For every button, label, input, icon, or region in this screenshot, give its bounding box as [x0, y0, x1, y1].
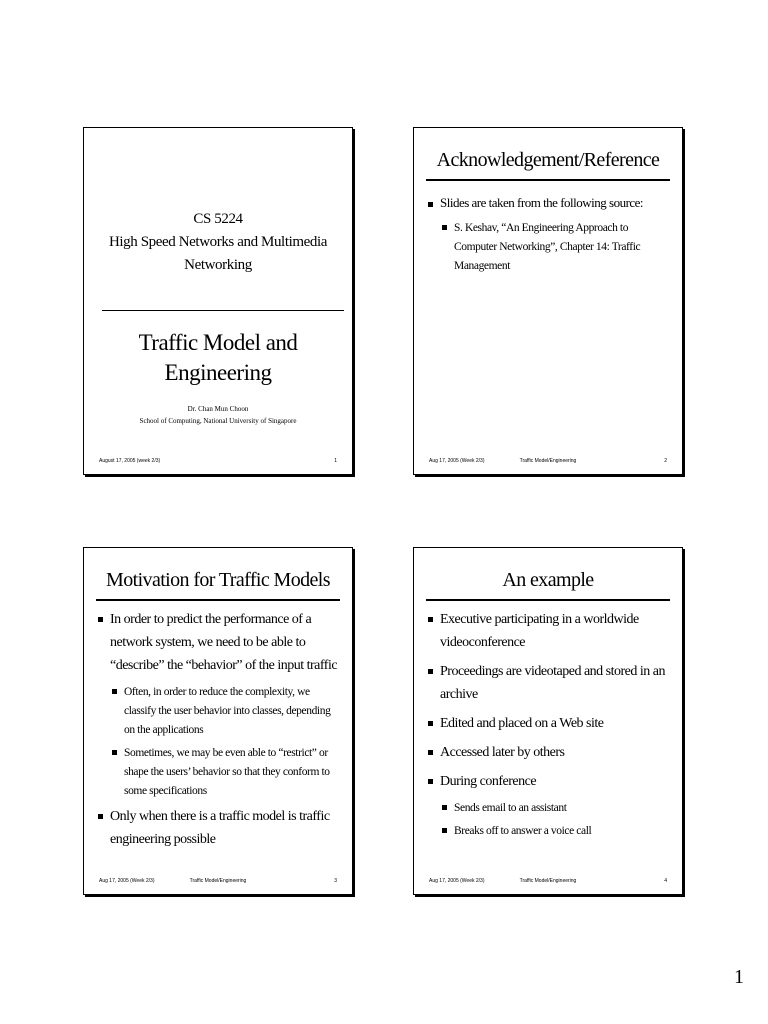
- slide-main-title: [84, 328, 352, 388]
- footer-slide-number: 1: [334, 458, 337, 464]
- title-underline: [426, 599, 670, 601]
- footer-slide-number: 3: [334, 878, 337, 884]
- slide-title: Motivation for Traffic Models: [106, 569, 330, 591]
- slide-title: An example: [502, 569, 594, 591]
- title-underline: [96, 599, 340, 601]
- slide-body: [428, 608, 672, 845]
- sub-bullet-item: S. Keshav, “An Engineering Approach to Computer Networking”, Chapter 14: Traffic Management: [428, 219, 672, 276]
- footer-topic: Traffic Model/Engineering: [519, 878, 577, 884]
- sub-bullet-item: Sometimes, we may be even able to “restrict” or shape the users’ behavior so that they conform to some specifications: [98, 744, 342, 801]
- page-number: 1: [734, 966, 744, 988]
- slide-footer: [429, 456, 667, 466]
- course-name-line-2: Networking: [184, 257, 252, 273]
- footer-date: Aug 17, 2005 (Week 2/3): [429, 878, 485, 884]
- footer-topic: Traffic Model/Engineering: [519, 458, 577, 464]
- bullet-item: In order to predict the performance of a network system, we need to be able to “describe” the “behavior” of the input traffic: [98, 608, 342, 677]
- bullet-item: During conference: [428, 770, 672, 793]
- bullet-item: Slides are taken from the following source:: [428, 193, 672, 213]
- bullet-item: Only when there is a traffic model is traffic engineering possible: [98, 805, 342, 851]
- bullet-item: Proceedings are videotaped and stored in an archive: [428, 660, 672, 706]
- sub-bullet-item: Often, in order to reduce the complexity, we classify the user behavior into classes, depending on the applications: [98, 683, 342, 740]
- footer-topic: Traffic Model/Engineering: [189, 878, 247, 884]
- main-title-line-2: Engineering: [164, 360, 272, 385]
- course-name-line-1: High Speed Networks and Multimedia: [108, 234, 328, 250]
- footer-date: August 17, 2005 (week 2/3): [99, 458, 161, 464]
- main-title-line-1: Traffic Model and: [138, 330, 298, 355]
- slide-title: Acknowledgement/Reference: [436, 149, 660, 171]
- slide-footer: [99, 876, 337, 886]
- footer-slide-number: 2: [664, 458, 667, 464]
- slide-2: [413, 127, 683, 475]
- course-heading: [84, 208, 352, 277]
- footer-date: Aug 17, 2005 (Week 2/3): [99, 878, 155, 884]
- bullet-item: Executive participating in a worldwide videoconference: [428, 608, 672, 654]
- author-affiliation: School of Computing, National University of Singapore: [139, 417, 297, 425]
- slide-body: [428, 193, 672, 280]
- title-divider: [102, 310, 344, 311]
- slide-3: [83, 547, 353, 895]
- bullet-item: Edited and placed on a Web site: [428, 712, 672, 735]
- sub-bullet-item: Breaks off to answer a voice call: [428, 822, 672, 841]
- course-code: CS 5224: [193, 211, 243, 227]
- bullet-item: Accessed later by others: [428, 741, 672, 764]
- slide-footer: [99, 456, 337, 466]
- slide-footer: [429, 876, 667, 886]
- author-name: Dr. Chan Mun Choon: [187, 405, 249, 413]
- footer-date: Aug 17, 2005 (Week 2/3): [429, 458, 485, 464]
- slide-1: [83, 127, 353, 475]
- footer-slide-number: 4: [664, 878, 667, 884]
- author-block: [84, 403, 352, 427]
- title-underline: [426, 179, 670, 181]
- slide-body: [98, 608, 342, 857]
- sub-bullet-item: Sends email to an assistant: [428, 799, 672, 818]
- slide-4: [413, 547, 683, 895]
